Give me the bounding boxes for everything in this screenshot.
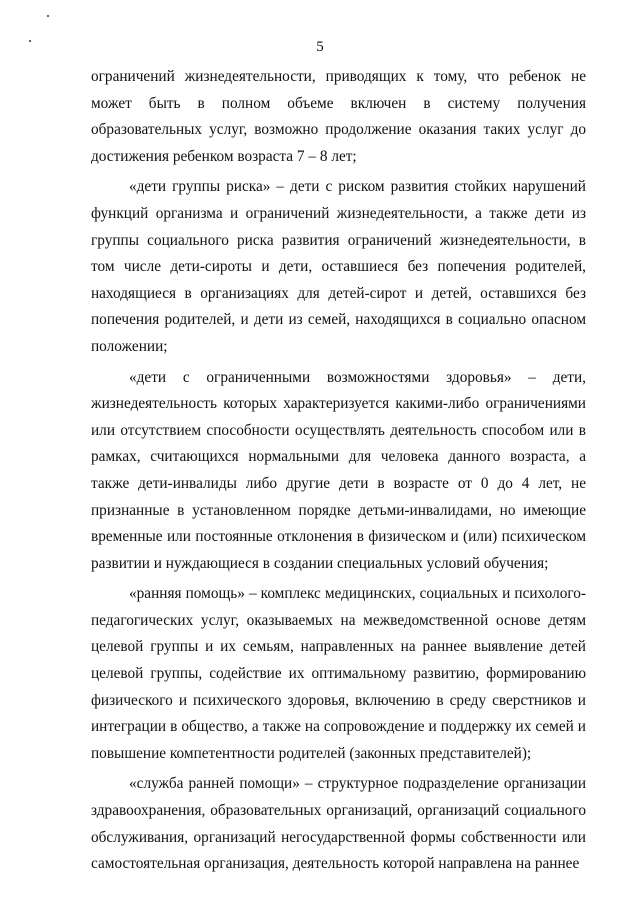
paragraph-definition-early-help: «ранняя помощь» – комплекс медицинских, социальных и психолого-педагогических услуг, оказываемых на межведомственной основе детям целевой группы и их семьям, направленных на раннее выявление детей целевой группы, содействие их оптимальному развитию, формированию физического и психического здоровья, включению в среду сверстников и интеграции в общество, а также на сопровождение и поддержку их семей и повышение компетентности родителей (законных представителей);	[91, 585, 586, 762]
scan-speck	[47, 15, 49, 17]
paragraph-definition-risk-group-children: «дети группы риска» – дети с риском развития стойких нарушений функций организма и ограничений жизнедеятельности, а также дети из группы социального риска развития ограничений жизнедеятельности, в том числе дети-сироты и дети, оставшиеся без попечения родителей, находящиеся в организациях для детей-сирот и детей, оставшихся без попечения родителей, и дети из семей, находящихся в социально опасном положении;	[91, 178, 586, 355]
paragraph-definition-early-help-service: «служба ранней помощи» – структурное подразделение организации здравоохранения, образовательных организаций, организаций социального обслуживания, организаций негосударственной формы собственности или самостоятельная организация, деятельность которой направлена на раннее	[91, 775, 586, 873]
paragraph-definition-disabled-children: «дети с ограниченными возможностями здоровья» – дети, жизнедеятельность которых характеризуется какими-либо ограничениями или отсутствием способности осуществлять деятельность способом или в рамках, считающихся нормальными для человека данного возраста, а также дети-инвалиды либо другие дети в возрасте от 0 до 4 лет, не признанные в установленном порядке детьми-инвалидами, но имеющие временные или постоянные отклонения в физическом и (или) психическом развитии и нуждающиеся в создании специальных условий обучения;	[91, 368, 586, 572]
page-number: 5	[316, 39, 324, 55]
document-body	[91, 64, 586, 878]
paragraph-continuation: ограничений жизнедеятельности, приводящих к тому, что ребенок не может быть в полном объеме включен в систему получения образовательных услуг, возможно продолжение оказания таких услуг до достижения ребенком возраста 7 – 8 лет;	[91, 68, 586, 165]
